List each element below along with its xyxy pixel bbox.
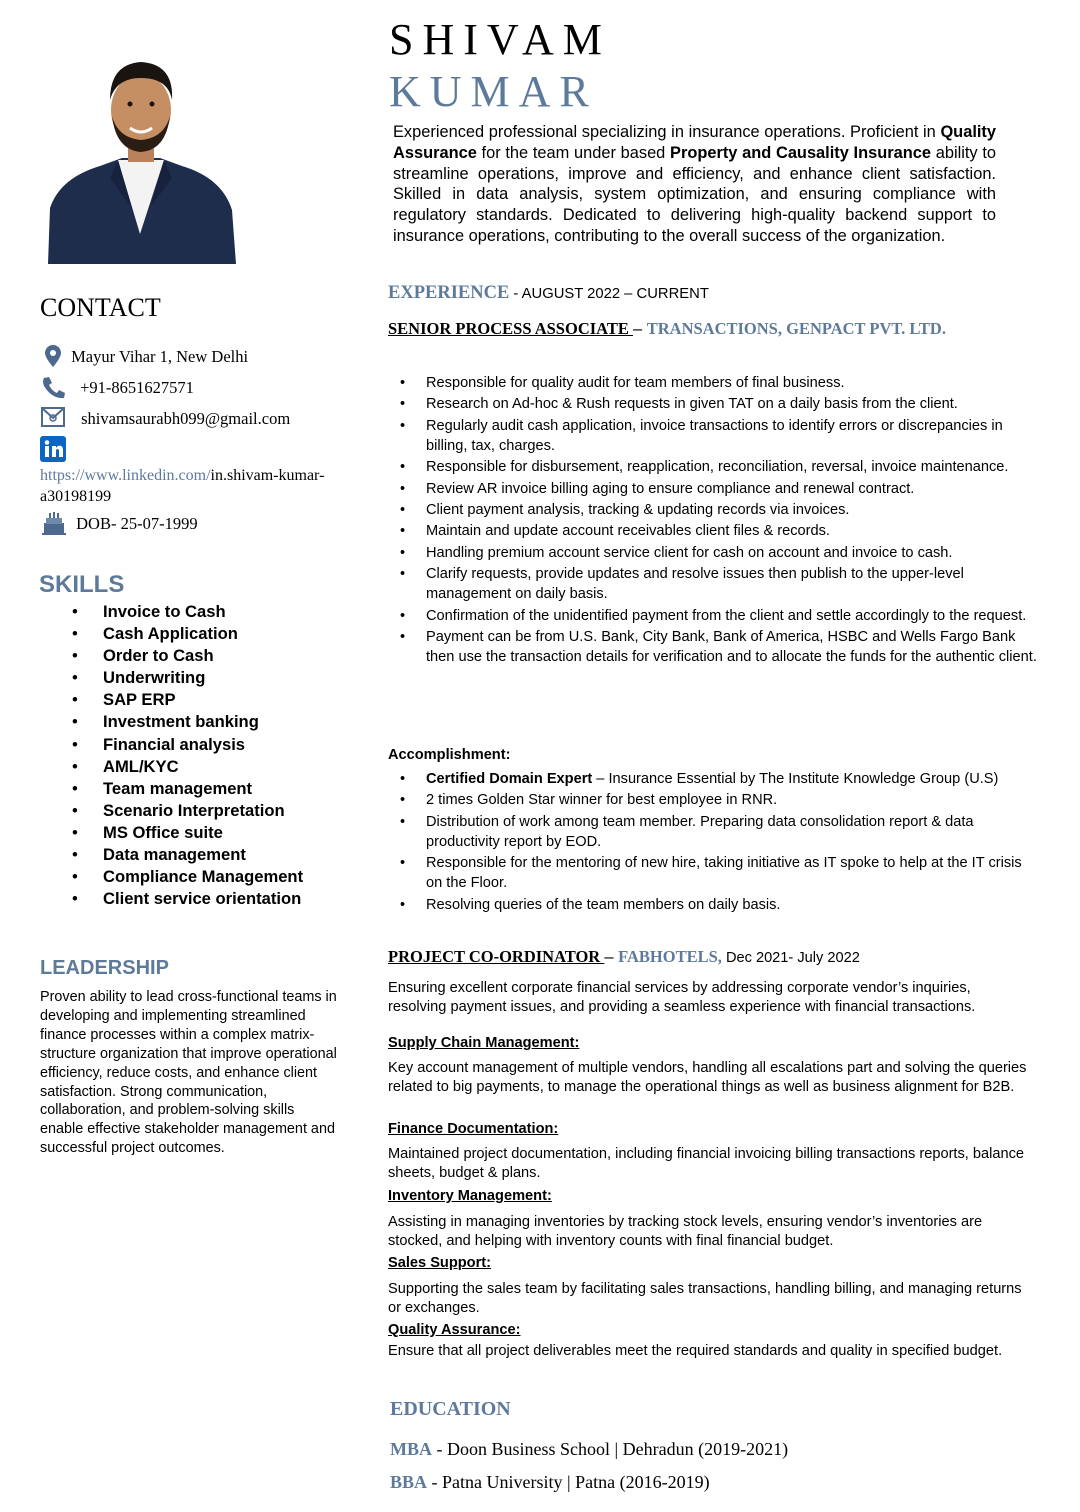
job-intro: Ensuring excellent corporate financial services by addressing corporate vendor’s inquiries, resolving payment issues, and providing a seamless experience with financial transactions. [388,980,976,1015]
list-item: • Distribution of work among team member. Preparing data consolidation report & data productivity report by EOD. [388,812,1038,852]
list-item [388,769,1038,789]
section-heading: Supply Chain Management: [388,1035,580,1051]
section-heading: Quality Assurance: [388,1322,521,1338]
list-item: • Research on Ad-hoc & Rush requests in given TAT on a daily basis from the client. [388,394,1038,414]
email-icon [40,405,68,436]
skill-item: • Team management [70,779,303,801]
first-name: SHIVAM [389,15,611,64]
education-item [390,1439,788,1460]
job-title-genpact [388,318,1028,340]
skill-item: • Order to Cash [70,646,303,668]
list-item: • Regularly audit cash application, invoice transactions to identify errors or discrepancies in billing, tax, charges. [388,416,1038,456]
section-text: Ensure that all project deliverables meet the required standards and quality in specified budget. [388,1343,1003,1359]
linkedin-handle[interactable]: in.shivam-kumar-a30198199 [40,467,325,505]
skills-title: SKILLS [39,571,125,598]
degree: BBA [390,1472,428,1492]
list-item: • Maintain and update account receivables client files & records. [388,521,1038,541]
phone-icon [40,375,68,404]
contact-dob [40,510,198,541]
accomplishment-lead-rest: – Insurance Essential by The Institute Knowledge Group (U.S) [592,771,999,787]
summary-keyword: Property and Causality Insurance [670,143,931,162]
section-heading: Sales Support: [388,1255,491,1271]
phone-text[interactable]: +91-8651627571 [80,378,194,398]
contact-address [40,344,248,373]
list-item: • Handling premium account service client for cash on account and invoice to cash. [388,543,1038,563]
list-item: • Payment can be from U.S. Bank, City Bank, Bank of America, HSBC and Wells Fargo Bank then use the transaction details for verification and to allocate the funds for the authentic client. [388,627,1038,667]
section-text: Supporting the sales team by facilitating sales transactions, handling billing, and managing returns or exchanges. [388,1281,1022,1316]
list-item: • Confirmation of the unidentified payment from the client and settle accordingly to the request. [388,606,1038,626]
skill-item: • Investment banking [70,712,303,734]
contact-email [40,405,290,436]
section-text: Key account management of multiple vendors, handling all escalations part and solving the queries related to big payments, to manage the operational things as well as business alignment for B2B. [388,1060,1027,1095]
experience-heading [388,283,709,304]
job-dash: – [604,948,619,966]
skill-item: • Scenario Interpretation [70,801,303,823]
job-company: FABHOTELS, [618,947,722,966]
education-detail: - Doon Business School | Dehradun (2019-2021) [432,1439,789,1459]
skills-list [70,602,303,911]
skill-item: • AML/KYC [70,757,303,779]
job-company: TRANSACTIONS, GENPACT PVT. LTD. [646,319,946,338]
contact-title: CONTACT [40,293,161,322]
list-item: • Responsible for quality audit for team members of final business. [388,373,1038,393]
education-title: EDUCATION [390,1398,511,1420]
list-item: • 2 times Golden Star winner for best employee in RNR. [388,790,1038,810]
skill-item: • Data management [70,845,303,867]
profile-summary [393,122,996,247]
skill-item: • SAP ERP [70,690,303,712]
list-item: • Resolving queries of the team members on daily basis. [388,895,1038,915]
skill-item: • Compliance Management [70,867,303,889]
degree: MBA [390,1439,432,1459]
skill-item: • Cash Application [70,624,303,646]
birthday-cake-icon [40,510,68,541]
education-detail: - Patna University | Patna (2016-2019) [427,1472,710,1492]
dob-text: DOB- 25-07-1999 [76,514,198,534]
accomplishment-title: Accomplishment: [388,747,511,763]
summary-keyword: Quality Assurance [393,123,996,162]
experience-period: - AUGUST 2022 – CURRENT [509,286,709,302]
job-period: Dec 2021- July 2022 [721,950,860,966]
address-text: Mayur Vihar 1, New Delhi [71,347,249,367]
location-pin-icon [40,344,66,373]
job-role: PROJECT CO-ORDINATOR [388,947,605,966]
section-text: Maintained project documentation, including financial invoicing billing transactions reports, balance sheets, budget & plans. [388,1146,1025,1181]
contact-phone [40,375,194,404]
job-dash: – [632,320,647,338]
list-item: • Responsible for disbursement, reapplication, reconciliation, reversal, invoice maintenance. [388,457,1038,477]
skill-item: • MS Office suite [70,823,303,845]
last-name: KUMAR [389,67,598,116]
linkedin-link[interactable] [40,465,350,507]
list-item: • Client payment analysis, tracking & updating records via invoices. [388,500,1038,520]
skill-item: • Financial analysis [70,735,303,757]
experience-title: EXPERIENCE [388,283,510,303]
leadership-title: LEADERSHIP [40,957,169,979]
section-heading: Inventory Management: [388,1188,552,1204]
list-item: • Review AR invoice billing aging to ensure compliance and renewal contract. [388,479,1038,499]
education-item [390,1472,710,1493]
job-role: SENIOR PROCESS ASSOCIATE [388,319,633,338]
summary-text: ability to streamline operations, improve and efficiency, and enhance client satisfaction. Skilled in data analysis, system optimization, and ensuring compliance with regulatory standards. Dedicated to delivering high-quality backend support to insurance operations, contributing to the overall success of the organization. [393,143,996,245]
linkedin-prefix[interactable]: https://www.linkedin.com/ [40,467,211,484]
list-item: • Responsible for the mentoring of new hire, taking initiative as IT spoke to help at the IT crisis on the Floor. [388,853,1038,893]
job-title-fabhotels [388,947,860,967]
accomplishment-list [388,769,1038,916]
section-heading: Finance Documentation: [388,1121,559,1137]
profile-photo [40,38,240,264]
skill-item: • Client service orientation [70,889,303,911]
section-text: Assisting in managing inventories by tracking stock levels, ensuring vendor’s inventories are stocked, and helping with inventory counts with final financial budget. [388,1214,983,1249]
summary-text: for the team under based [476,143,671,162]
linkedin-icon[interactable] [40,436,68,467]
accomplishment-lead: Certified Domain Expert [426,771,593,787]
responsibilities-list [388,373,1038,668]
skill-item: • Underwriting [70,668,303,690]
summary-text: Experienced professional specializing in insurance operations. Proficient in [393,123,941,141]
email-text[interactable]: shivamsaurabh099@gmail.com [81,409,291,429]
leadership-text: Proven ability to lead cross-functional teams in developing and implementing streamlined finance processes within a complex matrix-structure organization that improve operational efficiency, reduce costs, and enhance client satisfaction. Strong communication, collaboration, and problem-solving skills enable effective stakeholder management and successful project outcomes. [40,989,337,1157]
list-item: • Clarify requests, provide updates and resolve issues then publish to the upper-level management on daily basis. [388,564,1038,604]
skill-item: • Invoice to Cash [70,602,303,624]
